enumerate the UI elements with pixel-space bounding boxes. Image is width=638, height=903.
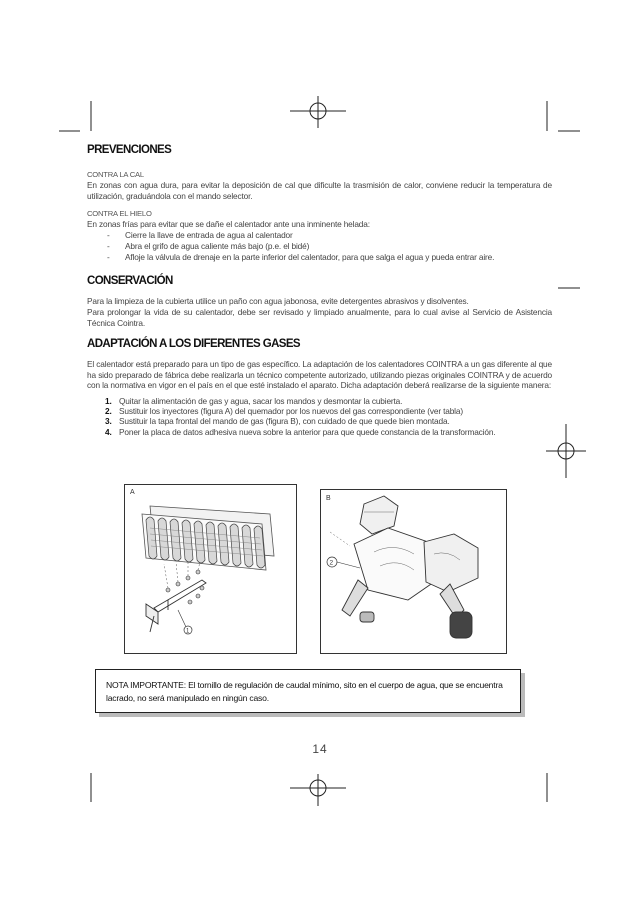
- figure-b-callout: 2: [329, 559, 334, 567]
- figures: [124, 484, 514, 659]
- section-conservacion: [87, 275, 552, 328]
- paragraph-conservacion-1: Para la limpieza de la cubierta utilice un paño con agua jabonosa, evite detergentes abrasivos y disolventes.: [87, 296, 469, 307]
- paragraph-cal: En zonas con agua dura, para evitar la deposición de cal que dificulte la trasmisión de calor, conviene reducir la temperatura de utilización, graduándola con el mando selector.: [87, 180, 552, 201]
- paragraph-hielo: En zonas frías para evitar que se dañe el calentador ante una inminente helada:: [87, 219, 370, 230]
- list-item: - Cierre la llave de entrada de agua al calentador: [107, 229, 293, 240]
- figure-a-callout: 1: [186, 628, 190, 635]
- list-item: 3. Sustituir la tapa frontal del mando de gas (figura B), con cuidado de que quede bien montada.: [105, 416, 450, 427]
- section-prevenciones: [87, 144, 552, 263]
- list-item: - Abra el grifo de agua caliente más bajo (p.e. el bidé): [107, 240, 310, 251]
- registration-mark-right: [546, 424, 586, 478]
- section-title-conservacion: CONSERVACIÓN: [87, 275, 173, 288]
- important-note-text: NOTA IMPORTANTE: El tornillo de regulación de caudal mínimo, sito en el cuerpo de agua, que se encuentra lacrado, no será manipulado en ningún caso.: [106, 680, 503, 703]
- subheading-cal: CONTRA LA CAL: [87, 170, 144, 179]
- section-adaptacion: [87, 338, 552, 437]
- list-item: 4. Poner la placa de datos adhesiva nueva sobre la anterior para que quede constancia de la transformación.: [105, 426, 496, 437]
- list-item: - Afloje la válvula de drenaje en la parte inferior del calentador, para que salga el agua y pueda entrar aire.: [107, 252, 495, 263]
- registration-mark-top: [290, 96, 346, 128]
- list-item: 1. Quitar la alimentación de gas y agua, sacar los mandos y desmontar la cubierta.: [105, 395, 403, 406]
- section-title-adaptacion: ADAPTACIÓN A LOS DIFERENTES GASES: [87, 338, 300, 351]
- section-title-prevenciones: PREVENCIONES: [87, 144, 172, 156]
- figure-a-label: A: [130, 489, 135, 496]
- page-number: 14: [312, 742, 328, 756]
- figure-b: [321, 490, 507, 654]
- figure-a: [125, 485, 297, 654]
- registration-mark-bottom: [290, 774, 346, 806]
- hielo-list: [107, 230, 552, 264]
- figure-b-label: B: [326, 495, 331, 502]
- adaptacion-steps: [105, 396, 552, 437]
- content-area: [87, 141, 552, 437]
- list-item: 2. Sustituir los inyectores (figura A) del quemador por los nuevos del gas correspondiente (ver tabla): [105, 406, 463, 417]
- paragraph-adaptacion: El calentador está preparado para un tipo de gas específico. La adaptación de los calentadores COINTRA a un gas diferente al que ha sido preparado de fábrica debe realizarla un técnico competente autorizado, utilizando piezas originales COINTRA y de acuerdo con la normativa en vigor en el país en el que esté instalado el aparato. Dicha adaptación deberá realizarse de la siguiente manera:: [87, 359, 552, 391]
- subheading-hielo: CONTRA EL HIELO: [87, 209, 152, 219]
- important-note-box: [95, 669, 521, 713]
- paragraph-conservacion-2: Para prolongar la vida de su calentador, debe ser revisado y limpiado anualmente, para lo cual avise al Servicio de Asistencia Técnica Cointra.: [87, 306, 552, 328]
